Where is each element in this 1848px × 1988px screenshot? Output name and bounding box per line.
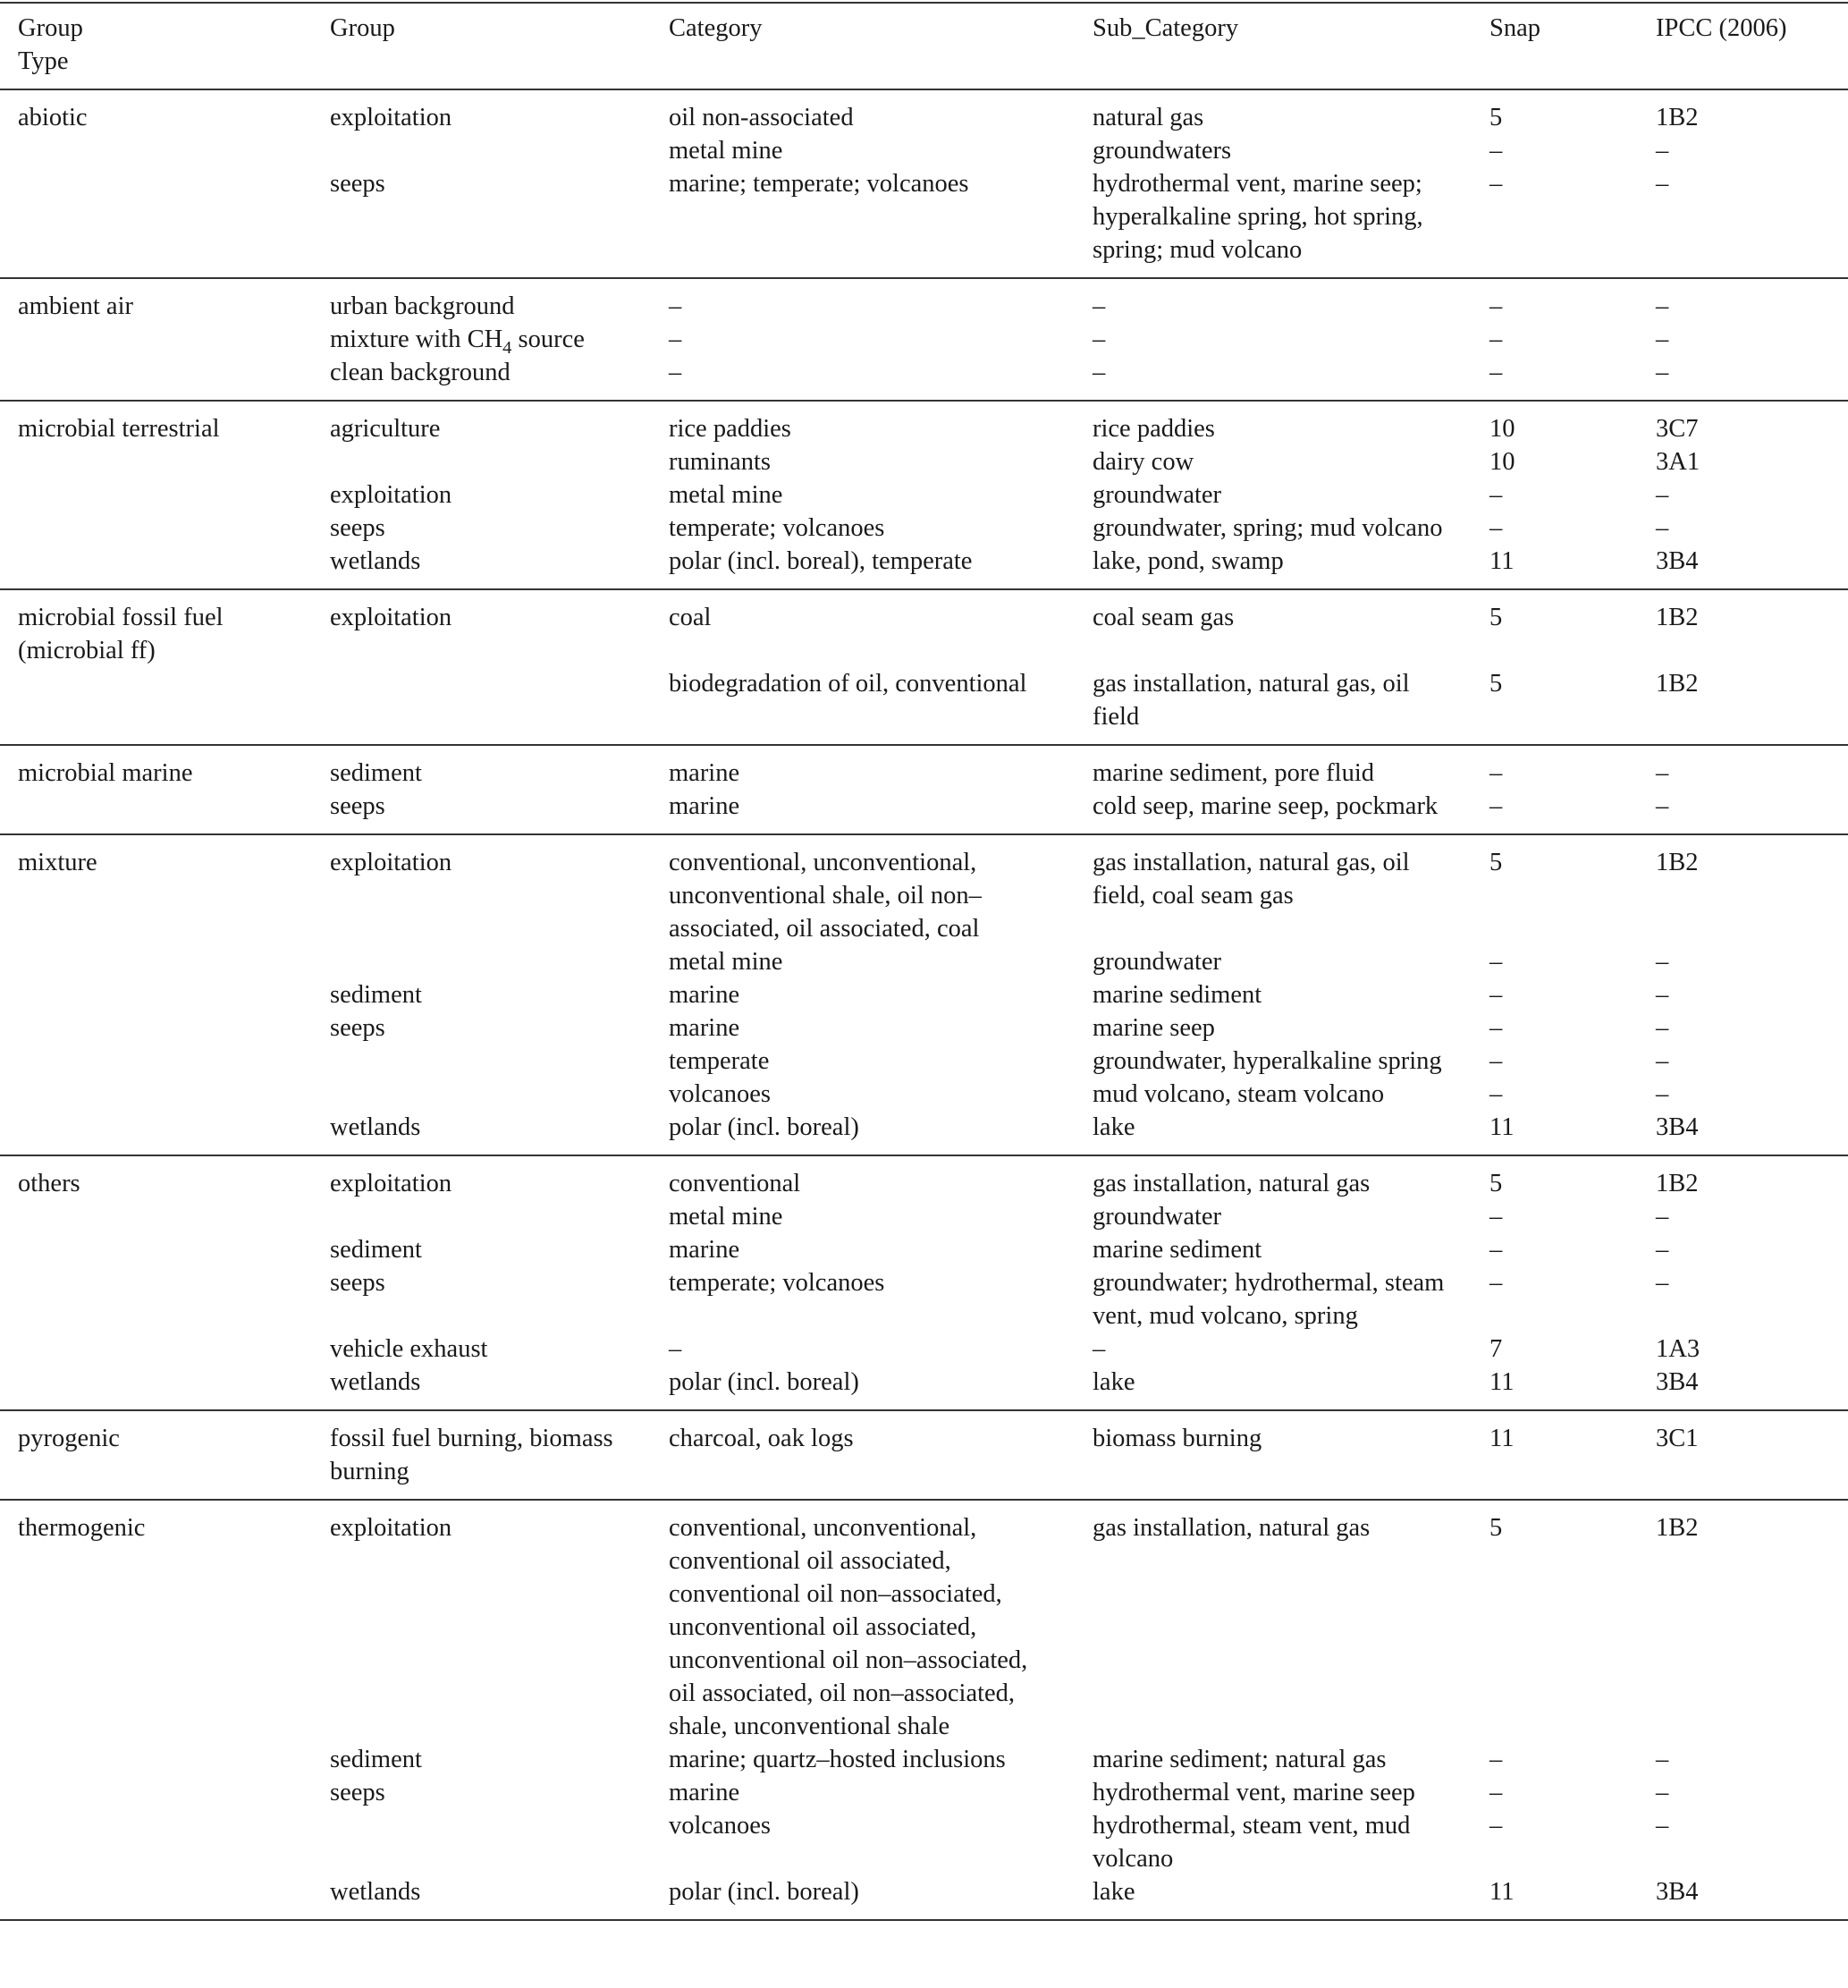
cell-ipcc: 1B2 [1656,104,1699,131]
cell-snap: – [1489,514,1503,542]
cell-sub-category: groundwater [1093,948,1222,976]
cell-group: sediment [330,981,422,1009]
cell-group [312,1078,651,1111]
table-row [0,278,1848,323]
cell-type [0,478,312,512]
group-others [0,1155,1848,1410]
cell-sub-category: rice paddies [1093,415,1215,443]
cell-sub-category: marine seep [1093,1014,1215,1042]
cell-snap: – [1489,359,1503,386]
table-row [0,1011,1848,1045]
cell-ipcc: 3B4 [1656,1368,1699,1396]
table-row [0,323,1848,356]
cell-group: wetlands [330,1113,421,1141]
cell-group: exploitation [330,849,452,876]
cell-sub-category: hydrothermal vent, marine seep [1093,1779,1415,1806]
cell-sub-category: – [1093,326,1106,353]
header-ipcc: IPCC (2006) [1656,14,1787,42]
cell-type [0,667,312,745]
cell-type [0,134,312,167]
cell-group: seeps [330,1269,385,1297]
cell-group: agriculture [330,415,441,443]
group-microbial-marine [0,745,1848,834]
cell-ipcc: – [1656,1047,1669,1075]
cell-category: temperate; volcanoes [669,1269,885,1297]
cell-group: wetlands [330,1368,421,1396]
table-row [0,512,1848,545]
cell-group: exploitation [330,104,452,131]
table-row [0,945,1848,978]
table-row [0,1155,1848,1200]
cell-ipcc: – [1656,292,1669,320]
cell-group: exploitation [330,481,452,509]
cell-sub-category: marine sediment; natural gas [1093,1746,1387,1773]
cell-group: seeps [330,792,385,820]
cell-category: marine [669,792,740,820]
cell-category: marine [669,759,740,787]
cell-type [0,1078,312,1111]
cell-group [312,134,651,167]
cell-group: exploitation [330,1514,452,1542]
cell-sub-category: lake [1093,1878,1135,1906]
header-group-type: Group Type [18,14,83,75]
cell-ipcc: 3A1 [1656,448,1700,476]
cell-sub-category: groundwater, hyperalkaline spring [1093,1047,1442,1075]
cell-sub-category: lake, pond, swamp [1093,547,1284,575]
table-row [0,1266,1848,1332]
cell-type: microbial terrestrial [18,415,220,443]
cell-ipcc: – [1656,481,1669,509]
cell-type: pyrogenic [18,1425,120,1452]
cell-snap: – [1489,792,1503,820]
table-row [0,1233,1848,1266]
group-pyrogenic [0,1410,1848,1500]
cell-type [0,1111,312,1155]
cell-category: polar (incl. boreal) [669,1878,859,1906]
cell-group: urban background [330,292,515,320]
table-row [0,790,1848,834]
cell-snap: – [1489,1746,1503,1773]
group-microbial-terrestrial [0,401,1848,589]
cell-category: oil non-associated [669,104,854,131]
cell-ipcc: – [1656,1203,1669,1231]
cell-type [0,356,312,401]
cell-type [0,1200,312,1233]
cell-group: exploitation [330,1170,452,1197]
table-row [0,978,1848,1011]
cell-group [312,945,651,978]
cell-group [312,1045,651,1078]
cell-type [0,1875,312,1920]
table-row [0,589,1848,667]
cell-type [0,1332,312,1366]
table-row [0,1111,1848,1155]
cell-category: – [669,326,682,353]
cell-ipcc: – [1656,137,1669,165]
cell-type: thermogenic [18,1514,146,1542]
cell-snap: 5 [1489,849,1503,876]
table-row [0,445,1848,478]
cell-group: clean background [330,359,511,386]
cell-type: microbial marine [18,759,193,787]
table-row [0,545,1848,589]
cell-type [0,1011,312,1045]
cell-snap: – [1489,1269,1503,1297]
cell-ipcc: – [1656,514,1669,542]
cell-ipcc: 3B4 [1656,1878,1699,1906]
cell-type [0,512,312,545]
cell-category: ruminants [669,448,771,476]
cell-ipcc: 1A3 [1656,1335,1700,1363]
table-row [0,834,1848,945]
cell-category: metal mine [669,137,783,165]
cell-category: metal mine [669,481,783,509]
cell-ipcc: 1B2 [1656,670,1699,698]
cell-sub-category: marine sediment, pore fluid [1093,759,1374,787]
cell-group: seeps [330,514,385,542]
table-row [0,89,1848,134]
cell-sub-category: – [1093,292,1106,320]
cell-sub-category: natural gas [1093,104,1204,131]
source-classification-table [0,2,1848,1921]
cell-type [0,1266,312,1332]
cell-type [0,545,312,589]
cell-sub-category: gas installation, natural gas [1093,1514,1371,1542]
cell-type: abiotic [18,104,88,131]
cell-category: volcanoes [669,1812,771,1840]
table-header-row [0,3,1848,89]
cell-snap: – [1489,1236,1503,1264]
cell-category: rice paddies [669,415,791,443]
cell-ipcc: – [1656,359,1669,386]
cell-sub-category: marine sediment [1093,1236,1262,1264]
cell-sub-category: lake [1093,1368,1135,1396]
header-snap: Snap [1489,14,1540,42]
cell-type [0,323,312,356]
cell-snap: – [1489,1812,1503,1840]
cell-ipcc: – [1656,1812,1669,1840]
cell-group: vehicle exhaust [330,1335,488,1363]
cell-ipcc: – [1656,792,1669,820]
header-category: Category [669,14,763,42]
cell-snap: – [1489,1779,1503,1806]
cell-category: polar (incl. boreal) [669,1368,859,1396]
cell-group [312,667,651,745]
cell-ipcc: 3B4 [1656,1113,1699,1141]
cell-sub-category: groundwater; hydrothermal, steam vent, mud volcano, spring [1093,1269,1445,1330]
cell-type: mixture [18,849,97,876]
group-mixture [0,834,1848,1155]
cell-sub-category: dairy cow [1093,448,1194,476]
cell-category: conventional [669,1170,801,1197]
cell-type [0,978,312,1011]
cell-type [0,1743,312,1776]
table-row [0,356,1848,401]
cell-ipcc: – [1656,170,1669,198]
cell-category: temperate; volcanoes [669,514,885,542]
cell-type: microbial fossil fuel (microbial ff) [18,604,224,664]
table-row [0,401,1848,445]
cell-ipcc: 1B2 [1656,1514,1699,1542]
cell-sub-category: groundwater, spring; mud volcano [1093,514,1443,542]
cell-snap: – [1489,292,1503,320]
cell-snap: 5 [1489,1514,1503,1542]
cell-sub-category: groundwater [1093,481,1222,509]
cell-category: marine; quartz–hosted inclusions [669,1746,1006,1773]
cell-snap: 11 [1489,1878,1515,1906]
cell-ipcc: – [1656,759,1669,787]
cell-snap: 7 [1489,1335,1503,1363]
cell-category: – [669,292,682,320]
cell-sub-category: groundwater [1093,1203,1222,1231]
cell-group: sediment [330,1746,422,1773]
cell-snap: – [1489,137,1503,165]
cell-snap: – [1489,759,1503,787]
cell-ipcc: – [1656,1269,1669,1297]
group-ambient-air [0,278,1848,401]
cell-category: polar (incl. boreal) [669,1113,859,1141]
cell-snap: 11 [1489,1425,1515,1452]
cell-category: metal mine [669,1203,783,1231]
cell-snap: – [1489,481,1503,509]
cell-group: wetlands [330,547,421,575]
cell-type [0,1366,312,1410]
cell-ipcc: – [1656,326,1669,353]
cell-ipcc: – [1656,1014,1669,1042]
header-sub-category: Sub_Category [1093,14,1239,42]
cell-group: sediment [330,759,422,787]
cell-snap: 5 [1489,670,1503,698]
cell-category: marine [669,981,740,1009]
cell-snap: 10 [1489,415,1515,443]
cell-sub-category: – [1093,359,1106,386]
cell-sub-category: coal seam gas [1093,604,1235,631]
cell-group: fossil fuel burning, biomass burning [330,1425,613,1485]
cell-ipcc: 3C1 [1656,1425,1699,1452]
cell-type [0,167,312,278]
table-row [0,1410,1848,1500]
group-abiotic [0,89,1848,278]
cell-sub-category: lake [1093,1113,1135,1141]
cell-type [0,1233,312,1266]
cell-snap: 5 [1489,104,1503,131]
cell-category: volcanoes [669,1080,771,1108]
cell-snap: – [1489,948,1503,976]
cell-snap: – [1489,1080,1503,1108]
group-thermogenic [0,1500,1848,1920]
cell-ipcc: 3B4 [1656,547,1699,575]
cell-group: seeps [330,170,385,198]
cell-sub-category: gas installation, natural gas, oil field, coal seam gas [1093,849,1410,909]
table-row [0,1776,1848,1809]
cell-sub-category: gas installation, natural gas, oil field [1093,670,1410,731]
cell-snap: 11 [1489,1368,1515,1396]
cell-type: others [18,1170,80,1197]
table-row [0,667,1848,745]
cell-sub-category: groundwaters [1093,137,1232,165]
cell-group: seeps [330,1014,385,1042]
cell-sub-category: marine sediment [1093,981,1262,1009]
cell-type: ambient air [18,292,133,320]
group-microbial-fossil-fuel [0,589,1848,745]
table-row [0,1366,1848,1410]
cell-category: metal mine [669,948,783,976]
cell-snap: – [1489,1047,1503,1075]
table-row [0,1743,1848,1776]
cell-group: mixture with $CH_4$ source [330,326,585,359]
cell-category: – [669,1335,682,1363]
cell-category: conventional, unconventional, conventional oil associated, conventional oil non–associated, unconventional oil associated, unconventional oil non–associated, oil associated, oil non–associated, shale, unconventional shale [669,1514,1028,1740]
cell-ipcc: – [1656,1779,1669,1806]
cell-snap: 5 [1489,604,1503,631]
cell-ipcc: – [1656,981,1669,1009]
cell-type [0,1776,312,1809]
cell-category: marine; temperate; volcanoes [669,170,969,198]
cell-ipcc: 3C7 [1656,415,1699,443]
cell-snap: – [1489,1014,1503,1042]
cell-snap: – [1489,981,1503,1009]
cell-group [312,1809,651,1875]
table-row [0,1045,1848,1078]
cell-sub-category: biomass burning [1093,1425,1262,1452]
cell-snap: 10 [1489,448,1515,476]
cell-sub-category: mud volcano, steam volcano [1093,1080,1385,1108]
cell-category: conventional, unconventional, unconventional shale, oil non–associated, oil associated, coal [669,849,982,943]
table-row [0,1200,1848,1233]
table-row [0,167,1848,278]
cell-ipcc: – [1656,1080,1669,1108]
cell-snap: 5 [1489,1170,1503,1197]
cell-group: wetlands [330,1878,421,1906]
table-row [0,1809,1848,1875]
cell-category: marine [669,1236,740,1264]
cell-category: – [669,359,682,386]
cell-ipcc: – [1656,948,1669,976]
cell-category: biodegradation of oil, conventional [669,670,1027,698]
cell-category: charcoal, oak logs [669,1425,854,1452]
cell-sub-category: gas installation, natural gas [1093,1170,1371,1197]
cell-category: polar (incl. boreal), temperate [669,547,973,575]
cell-category: temperate [669,1047,770,1075]
cell-ipcc: 1B2 [1656,849,1699,876]
cell-ipcc: – [1656,1746,1669,1773]
cell-group [312,445,651,478]
cell-snap: 11 [1489,547,1515,575]
cell-category: marine [669,1014,740,1042]
cell-sub-category: – [1093,1335,1106,1363]
table-row [0,1500,1848,1743]
cell-ipcc: 1B2 [1656,1170,1699,1197]
cell-type [0,790,312,834]
cell-sub-category: cold seep, marine seep, pockmark [1093,792,1439,820]
cell-type [0,445,312,478]
cell-group: exploitation [330,604,452,631]
cell-sub-category: hydrothermal, steam vent, mud volcano [1093,1812,1411,1873]
table-row [0,1332,1848,1366]
table-row [0,1078,1848,1111]
cell-group [312,1200,651,1233]
cell-type [0,1809,312,1875]
cell-group: seeps [330,1779,385,1806]
table-row [0,745,1848,790]
cell-category: marine [669,1779,740,1806]
cell-ipcc: 1B2 [1656,604,1699,631]
table-row [0,1875,1848,1920]
table-row [0,134,1848,167]
header-group: Group [330,14,395,42]
cell-type [0,945,312,978]
cell-snap: – [1489,170,1503,198]
cell-snap: 11 [1489,1113,1515,1141]
cell-snap: – [1489,1203,1503,1231]
cell-group: sediment [330,1236,422,1264]
cell-category: coal [669,604,712,631]
cell-sub-category: hydrothermal vent, marine seep; hyperalkaline spring, hot spring, spring; mud volcano [1093,170,1423,264]
cell-type [0,1045,312,1078]
table-row [0,478,1848,512]
cell-snap: – [1489,326,1503,353]
cell-ipcc: – [1656,1236,1669,1264]
